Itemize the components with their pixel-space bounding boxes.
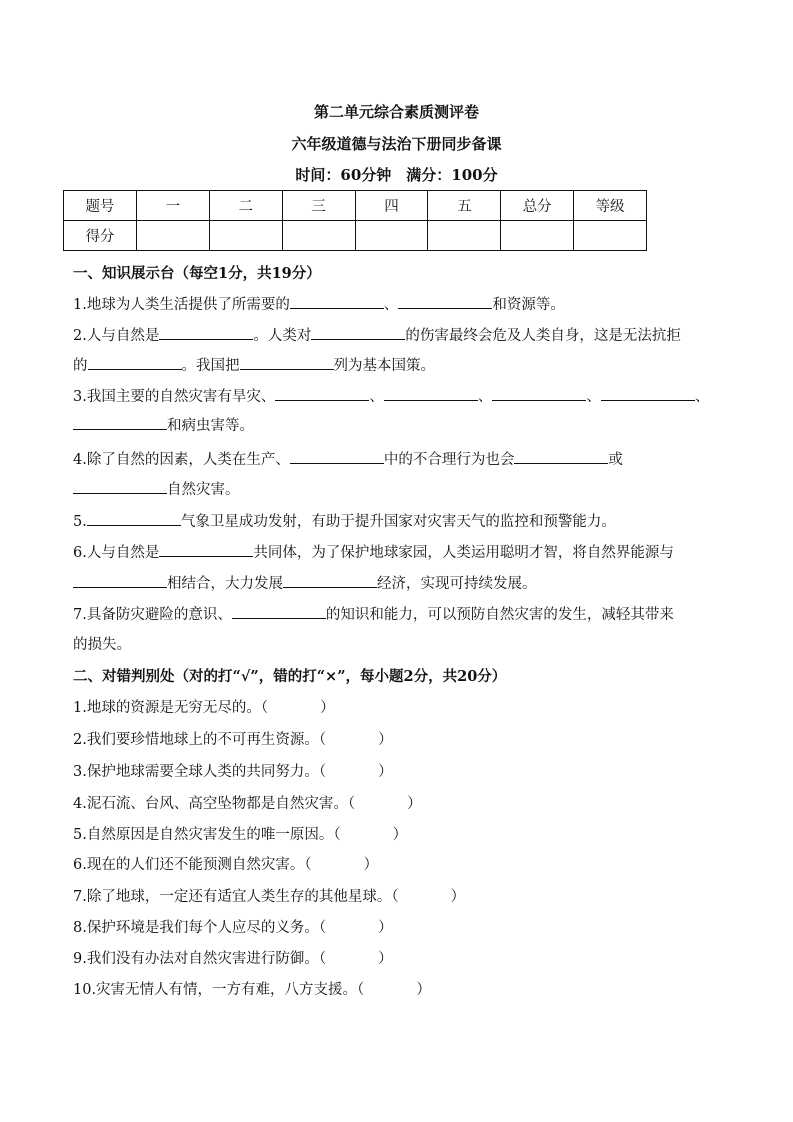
question-text: 6.人与自然是 [73,545,160,561]
question-text: 、 [586,389,601,405]
fill-blank[interactable] [159,541,253,557]
score-cell[interactable] [574,221,647,251]
fill-blank[interactable] [73,414,167,430]
question-text: 自然灾害。 [167,482,240,498]
fill-blank[interactable] [492,385,586,401]
question-text: 5. [73,514,87,530]
fill-blank[interactable] [232,603,326,619]
tf-item [73,696,721,717]
score-header-cell: 四 [355,191,428,221]
fill-blank[interactable] [159,324,253,340]
tf-close-paren: ） [378,764,393,780]
fill-blank[interactable] [290,293,384,309]
q4-line-1 [73,448,721,469]
q6-line-2 [73,572,721,593]
fill-blank[interactable] [275,385,369,401]
question-text: 、 [477,389,493,405]
score-row-label: 得分 [64,221,137,251]
question-text: 、 [694,389,710,405]
tf-close-paren: ） [416,982,431,998]
tf-item [73,978,721,999]
fill-blank[interactable] [311,324,405,340]
score-cell[interactable] [355,221,428,251]
tf-question: 1.地球的资源是无穷无尽的。（ [73,700,269,716]
tf-close-paren: ） [363,857,379,873]
tf-question: 7.除了地球，一定还有适宜人类生存的其他星球。（ [73,889,399,905]
tf-item [73,728,721,749]
question-text: 7.具备防灾避险的意识、 [73,607,232,623]
question-text: 。我国把 [181,358,240,374]
q3-line-2 [73,414,721,435]
tf-close-paren: ） [450,889,466,905]
question-text: 、 [383,297,399,313]
tf-item [73,885,721,906]
score-table-header-row [64,191,647,221]
question-text: 和病虫害等。 [167,418,254,434]
tf-close-paren: ） [378,732,393,748]
fill-blank[interactable] [240,354,334,370]
q2-line-2 [73,354,721,375]
tf-item [73,823,721,844]
q3-line-1 [73,385,721,406]
question-text: 、 [369,389,384,405]
tf-question: 2.我们要珍惜地球上的不可再生资源。（ [73,732,327,748]
fill-blank[interactable] [601,385,695,401]
section1-title: 一、知识展示台（每空1分，共19分） [73,265,321,282]
question-text: 1.地球为人类生活提供了所需要的 [73,297,290,313]
score-header-cell: 三 [282,191,355,221]
tf-item [73,916,721,937]
q2-line-1 [73,324,721,345]
question-text: 4.除了自然的因素，人类在生产、 [73,452,290,468]
question-text: 2.人与自然是 [73,328,160,344]
tf-question: 3.保护地球需要全球人类的共同努力。（ [73,764,327,780]
score-cell[interactable] [428,221,501,251]
tf-close-paren: ） [407,796,422,812]
tf-item [73,947,721,968]
score-table-score-row [64,221,647,251]
tf-close-paren: ） [378,920,393,936]
question-text: 的 [73,358,88,374]
fill-blank[interactable] [73,478,167,494]
tf-close-paren: ） [392,827,408,843]
fill-blank[interactable] [384,385,478,401]
score-header-cell: 题号 [64,191,137,221]
fill-blank[interactable] [87,510,181,526]
tf-item [73,792,721,813]
tf-question: 9.我们没有办法对自然灾害进行防御。（ [73,951,327,967]
tf-close-paren: ） [320,700,335,716]
question-text: 。人类对 [253,328,312,344]
tf-question: 5.自然原因是自然灾害发生的唯一原因。（ [73,827,341,843]
tf-question: 8.保护环境是我们每个人应尽的义务。（ [73,920,327,936]
question-text: 经济，实现可持续发展。 [377,576,537,592]
exam-time-info: 时间：60分钟 满分：100分 [295,166,498,184]
tf-question: 10.灾害无情人有情，一方有难，八方支援。（ [73,982,365,998]
question-text: 的损失。 [73,637,131,653]
question-text: 共同体，为了保护地球家园，人类运用聪明才智，将自然界能源与 [253,545,674,561]
score-header-cell: 总分 [501,191,574,221]
exam-title: 第二单元综合素质测评卷 [313,103,479,121]
q1-line [73,293,721,314]
fill-blank[interactable] [283,572,377,588]
score-table [63,190,647,251]
score-header-cell: 等级 [574,191,647,221]
question-text: 的伤害最终会危及人类自身，这是无法抗拒 [405,328,681,344]
tf-question: 6.现在的人们还不能预测自然灾害。（ [73,857,312,873]
score-cell[interactable] [501,221,574,251]
question-text: 列为基本国策。 [333,358,435,374]
question-text: 或 [608,452,623,468]
score-header-cell: 二 [209,191,282,221]
fill-blank[interactable] [290,448,384,464]
tf-question: 4.泥石流、台风、高空坠物都是自然灾害。（ [73,796,356,812]
score-cell[interactable] [282,221,355,251]
score-cell[interactable] [209,221,282,251]
score-cell[interactable] [136,221,209,251]
exam-subtitle: 六年级道德与法治下册同步备课 [291,135,502,153]
question-text: 相结合，大力发展 [167,576,283,592]
question-text: 的知识和能力，可以预防自然灾害的发生，减轻其带来 [325,607,674,623]
q5-line [73,510,721,531]
question-text: 3.我国主要的自然灾害有旱灾、 [73,389,276,405]
section2-title: 二、对错判别处（对的打“√”，错的打“×”，每小题2分，共20分） [73,668,507,685]
fill-blank[interactable] [88,354,182,370]
q4-line-2 [73,478,721,499]
fill-blank[interactable] [514,448,608,464]
tf-close-paren: ） [378,951,393,967]
question-text: 中的不合理行为也会 [383,452,515,468]
question-text: 气象卫星成功发射，有助于提升国家对灾害天气的监控和预警能力。 [180,514,616,530]
q7-line-1 [73,603,721,624]
fill-blank[interactable] [73,572,167,588]
score-header-cell: 一 [136,191,209,221]
score-header-cell: 五 [428,191,501,221]
q7-line-2 [73,633,721,654]
fill-blank[interactable] [398,293,492,309]
tf-item [73,760,721,781]
tf-item [73,853,721,874]
question-text: 和资源等。 [492,297,565,313]
q6-line-1 [73,541,721,562]
